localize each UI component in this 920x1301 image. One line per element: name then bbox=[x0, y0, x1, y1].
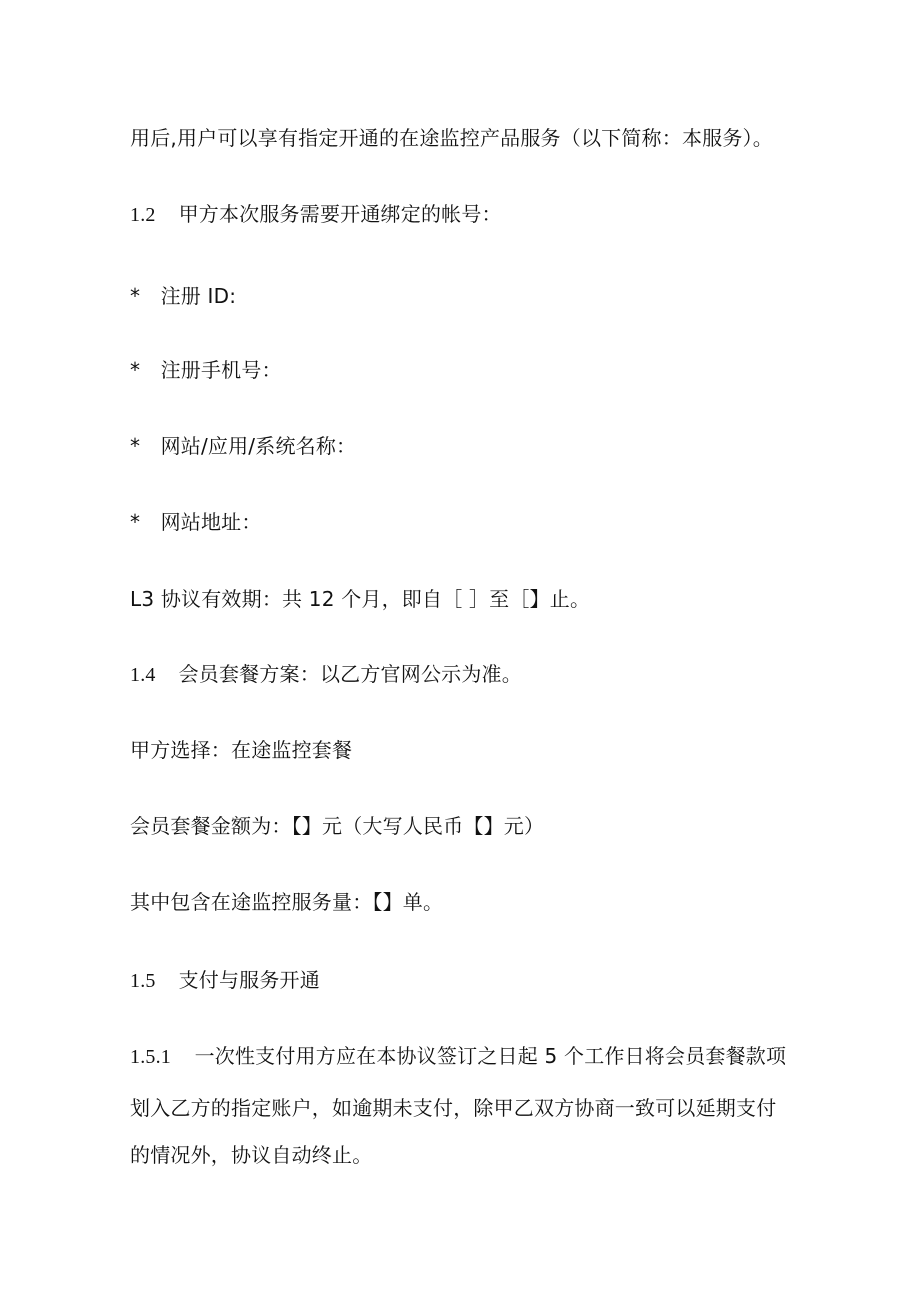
paragraph-text: 会员套餐金额为：【】元（大写人民币【】元） bbox=[130, 814, 545, 838]
section-number: 1.5 bbox=[130, 970, 156, 992]
field-register-phone bbox=[130, 356, 282, 384]
paragraph-text: 其中包含在途监控服务量：【】单。 bbox=[130, 890, 444, 914]
field-label: 网站/应用/系统名称： bbox=[160, 434, 357, 458]
bullet-asterisk: * bbox=[130, 358, 141, 382]
field-site-address bbox=[130, 508, 262, 536]
section-1-3-validity bbox=[130, 585, 590, 613]
section-text: 一次性支付用方应在本协议签订之日起 5 个工作日将会员套餐款项 bbox=[194, 1044, 787, 1068]
package-selection bbox=[130, 736, 352, 764]
section-text: 甲方本次服务需要开通绑定的帐号： bbox=[178, 202, 502, 226]
section-text: 会员套餐方案：以乙方官网公示为准。 bbox=[178, 662, 522, 686]
field-label: 注册 ID: bbox=[160, 284, 237, 308]
paragraph-text: 甲方选择：在途监控套餐 bbox=[130, 738, 353, 762]
field-label: 注册手机号： bbox=[160, 358, 282, 382]
section-1-5-heading bbox=[130, 966, 320, 995]
section-1-4-heading bbox=[130, 660, 522, 689]
section-1-5-1-line-1 bbox=[130, 1042, 786, 1071]
section-number: 1.2 bbox=[130, 204, 156, 226]
package-service-volume bbox=[130, 888, 443, 916]
field-label: 网站地址： bbox=[160, 510, 262, 534]
field-register-id bbox=[130, 282, 236, 310]
paragraph-text: 的情况外，协议自动终止。 bbox=[130, 1143, 373, 1167]
bullet-asterisk: * bbox=[130, 434, 141, 458]
paragraph-text: 划入乙方的指定账户，如逾期未支付，除甲乙双方协商一致可以延期支付 bbox=[130, 1096, 777, 1120]
section-1-5-1-line-2 bbox=[130, 1094, 776, 1122]
bullet-asterisk: * bbox=[130, 510, 141, 534]
package-amount bbox=[130, 812, 544, 840]
section-1-5-1-line-3 bbox=[130, 1141, 372, 1169]
section-number: 1.4 bbox=[130, 664, 156, 686]
section-1-2-heading bbox=[130, 200, 502, 229]
field-site-app-name bbox=[130, 432, 356, 460]
paragraph-text: L3 协议有效期：共 12 个月，即自［ ］至［】止。 bbox=[130, 587, 591, 611]
paragraph-text: 用后,用户可以享有指定开通的在途监控产品服务（以下简称：本服务）。 bbox=[130, 126, 773, 150]
bullet-asterisk: * bbox=[130, 284, 141, 308]
section-text: 支付与服务开通 bbox=[178, 968, 320, 992]
paragraph-service-intro bbox=[130, 124, 773, 152]
section-number: 1.5.1 bbox=[130, 1046, 171, 1068]
